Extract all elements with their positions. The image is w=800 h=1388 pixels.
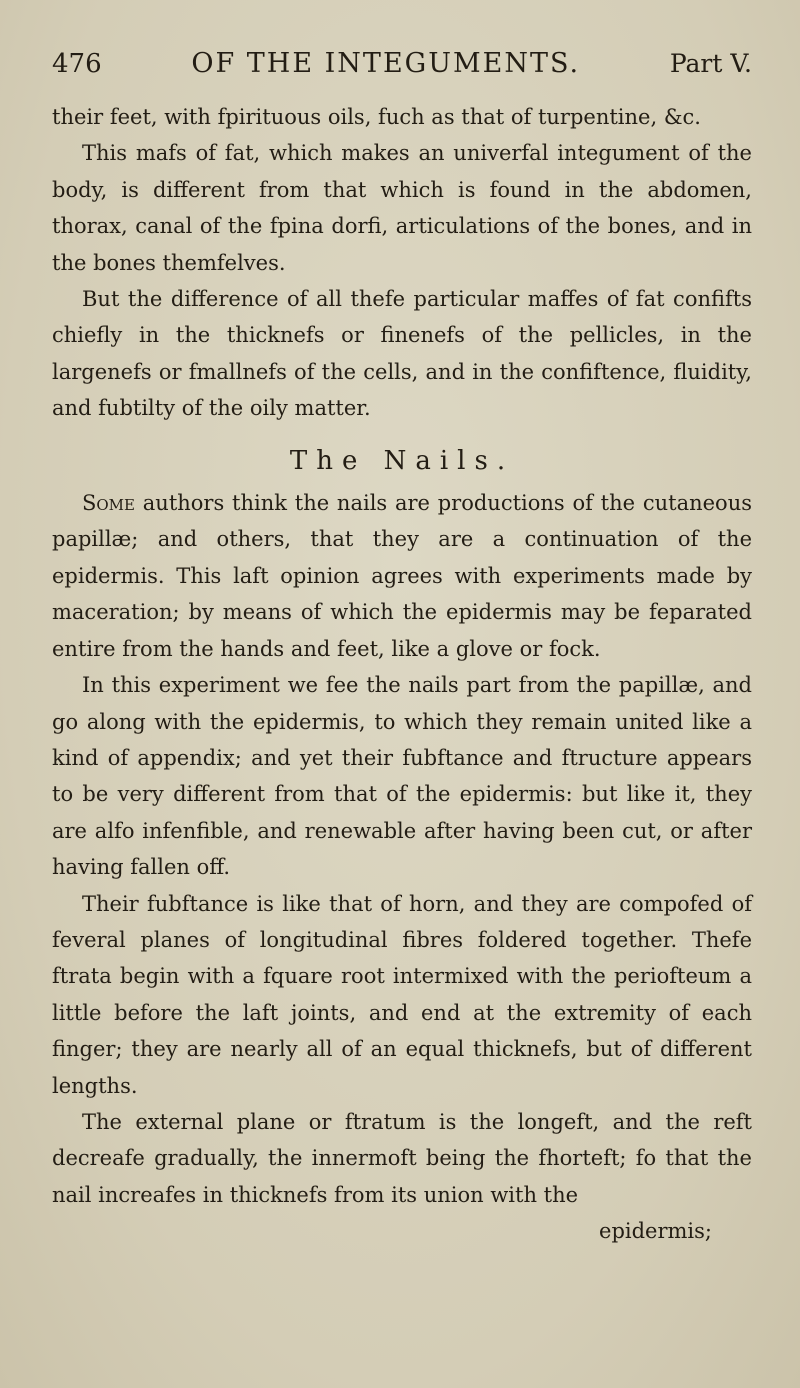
paragraph: In this experiment we fee the nails part from the papillæ, and go along with the epidermis, to which they remain united like a kind of appendix; and yet their fubftance and ftructure appears to be very different from that of the epidermis: but like it, they are alfo infenfible, and renewable after having been cut, or after having fallen off. — [52, 673, 752, 880]
paragraph: This mafs of fat, which makes an univerfal integument of the body, is different from that which is found in the abdomen, thorax, canal of the fpina dorfi, articulations of the bones, and in the bones themfelves. — [52, 141, 752, 275]
section-heading: The Nails. — [289, 445, 515, 476]
running-title: OF THE INTEGUMENTS. — [191, 48, 581, 79]
paragraph: The external plane or ftratum is the longeft, and the reft decreafe gradually, the innermoft being the fhorteft; fo that the nail increafes in thicknefs from its union with the — [52, 1109, 752, 1207]
running-head — [52, 48, 752, 79]
paragraph: their feet, with fpirituous oils, fuch as that of turpentine, &c. — [52, 105, 701, 129]
paragraph-text: authors think the nails are productions of the cutaneous papillæ; and others, that they are a continuation of the epidermis. This laft opinion agrees with experiments made by maceration; by means of which the epidermis may be feparated entire from the hands and feet, like a glove or fock. — [52, 491, 752, 661]
paragraph: But the difference of all thefe particular maffes of fat confifts chiefly in the thicknefs or finenefs of the pellicles, in the largenefs or fmallnefs of the cells, and in the confiftence, fluidity, and fubtilty of the oily matter. — [52, 287, 752, 421]
catchword: epidermis; — [599, 1219, 712, 1244]
opening-word: Some — [82, 491, 135, 516]
page-number: 476 — [52, 49, 102, 79]
body-text — [52, 99, 752, 1249]
paragraph — [52, 485, 752, 667]
paragraph: Their fubftance is like that of horn, and they are compofed of feveral planes of longitudinal fibres foldered together. Thefe ftrata begin with a fquare root intermixed with the periofteum a little before the laft joints, and end at the extremity of each finger; they are nearly all of an equal thicknefs, but of different lengths. — [52, 891, 752, 1098]
part-label: Part V. — [669, 49, 752, 78]
